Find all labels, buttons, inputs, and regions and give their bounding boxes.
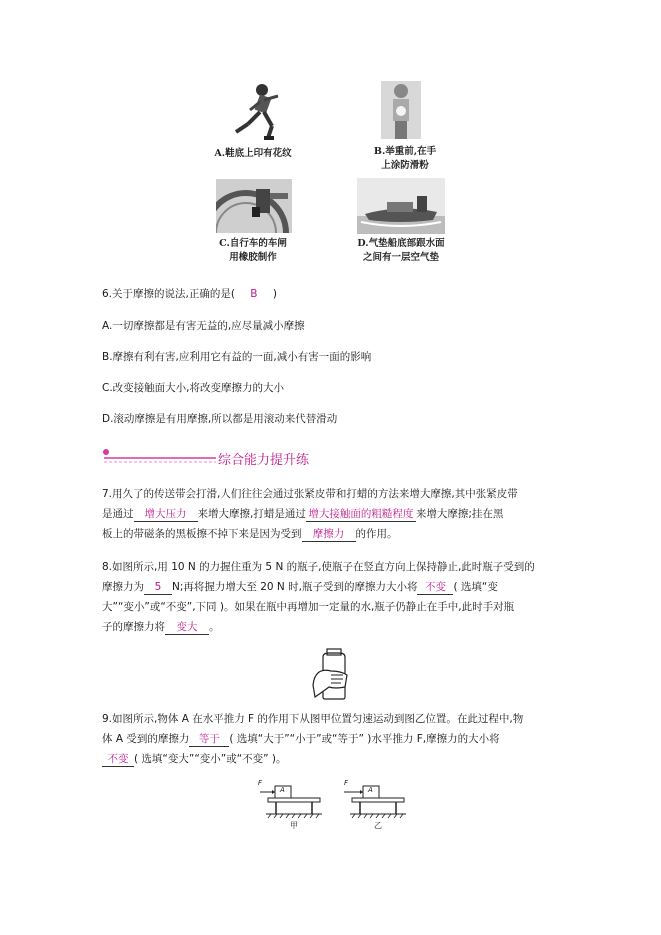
- figure-c-caption-line1: C.自行车的车闸: [219, 238, 287, 249]
- figure-c-bike-brake: [216, 179, 292, 233]
- q8-line2: [102, 580, 498, 595]
- figure-a-caption: A.鞋底上印有花纹: [214, 148, 292, 159]
- q8-l4-b: 。: [209, 621, 220, 633]
- q9-answer-2: 不变: [102, 752, 134, 767]
- figure-c-caption-line2: 用橡胶制作: [229, 252, 277, 263]
- figure-b-weightlifter: [381, 81, 421, 139]
- q6-option-d: D.滚动摩擦是有用摩擦,所以都是用滚动来代替滑动: [102, 413, 338, 425]
- figure-d-caption-line2: 之间有一层空气垫: [362, 252, 439, 263]
- q8-line4: [102, 620, 220, 635]
- figure-c-caption: [198, 237, 308, 265]
- figure-a-runner: [222, 80, 292, 144]
- q8-answer-1: 5: [144, 580, 172, 595]
- q7-answer-2: 增大接触面的粗糙程度: [306, 507, 416, 522]
- q7-answer-3: 摩擦力: [302, 527, 356, 542]
- q9-l2-b: ( 选填“大于”“小于”或“等于” )水平推力 F,摩擦力的大小将: [229, 733, 500, 745]
- q8-answer-2: 不变: [417, 580, 453, 595]
- q9-line3: [102, 752, 287, 767]
- q6-stem: [102, 287, 277, 301]
- q9-l3-b: ( 选填“变大”“变小”或“不变” )。: [134, 753, 287, 765]
- q8-l2-c: ( 选填“变: [453, 581, 498, 593]
- q6-option-c: C.改变接触面大小,将改变摩擦力的大小: [102, 382, 285, 394]
- figure-b-caption-line1: B.举重前,在手: [373, 146, 437, 157]
- q7-l2-c: 来增大摩擦;挂在黑: [415, 508, 504, 520]
- q7-l3-b: 的作用。: [355, 528, 398, 540]
- q6-answer: B: [250, 288, 258, 300]
- figure-yi-A-label: A: [368, 786, 373, 794]
- figure-jia-F-label: F: [258, 779, 263, 787]
- figure-yi-label: 乙: [374, 821, 382, 830]
- section-title: 综合能力提升练: [218, 453, 310, 468]
- q6-stem-post: ): [272, 288, 277, 300]
- figure-jia: [256, 778, 324, 834]
- q7-l2-a: 是通过: [102, 508, 134, 520]
- q6-option-a: A.一切摩擦都是有害无益的,应尽量减小摩擦: [102, 320, 305, 332]
- figure-b-caption: [350, 145, 460, 173]
- q9-answer-1: 等于: [189, 732, 229, 747]
- figure-d-hovercraft: [357, 178, 445, 234]
- q6-option-b: B.摩擦有利有害,应利用它有益的一面,减小有害一面的影响: [102, 351, 372, 363]
- q9-l2-a: 体 A 受到的摩擦力: [102, 733, 190, 745]
- q7-answer-1: 增大压力: [134, 507, 198, 522]
- q7-l2-b: 来增大摩擦,打蜡是通过: [197, 508, 306, 520]
- q8-line3: 大”“变小”或“不变”,下同 )。如果在瓶中再增加一定量的水,瓶子仍静止在手中,此时手对瓶: [102, 601, 515, 613]
- figure-yi: [340, 778, 408, 834]
- section-header: [100, 444, 340, 470]
- q8-answer-3: 变大: [165, 620, 209, 635]
- figure-jia-A-label: A: [280, 786, 285, 794]
- figure-d-caption-line1: D.气垫船底部跟水面: [357, 238, 445, 249]
- figure-d-caption: [346, 237, 456, 265]
- q8-line1: 8.如图所示,用 10 N 的力握住重为 5 N 的瓶子,使瓶子在竖直方向上保持静止,此时瓶子受到的: [102, 561, 535, 573]
- q9-line1: 9.如图所示,物体 A 在水平推力 F 的作用下从图甲位置匀速运动到图乙位置。在此过程中,物: [102, 713, 524, 725]
- q7-line1: 7.用久了的传送带会打滑,人们往往会通过张紧皮带和打蜡的方法来增大摩擦,其中张紧皮带: [102, 488, 518, 500]
- q8-l2-a: 摩擦力为: [102, 581, 144, 593]
- figure-jia-label: 甲: [290, 821, 298, 830]
- q7-l3-a: 板上的带磁条的黑板擦不掉下来是因为受到: [102, 528, 302, 540]
- q9-line2: [102, 732, 500, 747]
- figure-hand-bottle: [305, 645, 355, 701]
- q8-l4-a: 子的摩擦力将: [102, 621, 165, 633]
- figure-b-caption-line2: 上涂防滑粉: [381, 160, 429, 171]
- q8-l2-b: N;再将握力增大至 20 N 时,瓶子受到的摩擦力大小将: [172, 581, 418, 593]
- q7-line2: [102, 507, 503, 522]
- q6-stem-pre: 6.关于摩擦的说法,正确的是(: [102, 288, 235, 300]
- figure-yi-F-label: F: [344, 779, 349, 787]
- q7-line3: [102, 527, 398, 542]
